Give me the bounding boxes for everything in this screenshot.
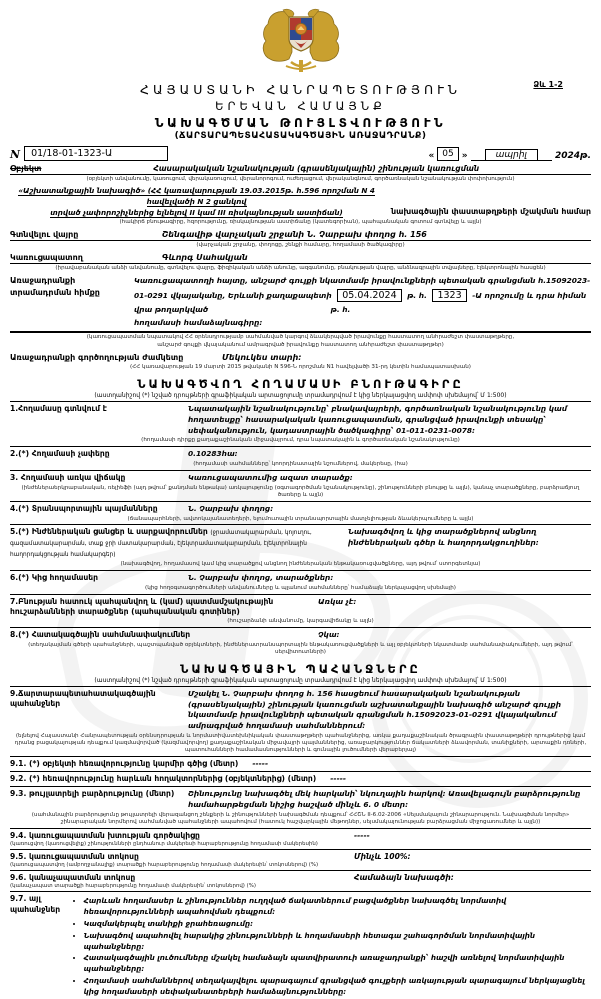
project-hint: (հակիրճ բնութագիրը, հզորությունը, ռիսկայնության աստիճանը (կատեգորիան), պահպանական գոտում գտնվելը և այլն): [119, 219, 482, 226]
design-row-9-4-label: 9.4. կառուցապատման խտության գործակիցը: [10, 830, 200, 840]
design-row-9-1-label: 9.1. (*) օբյեկտի հեռավորությունը կարմիր գծից (մետր): [10, 758, 239, 768]
design-row-9-5: [10, 849, 591, 868]
requirement-item: • Կազմակերպել տանիքի ջրահեռացումը:: [84, 919, 591, 930]
land-row-2-hint: (հողամասի սահմանները՝ կոորդինատային նշումներով, մակերեսը, (հա): [193, 461, 408, 468]
coat-of-arms: [10, 4, 591, 76]
land-row-1: [10, 401, 591, 436]
number-date-row: [10, 146, 591, 161]
developer-hint: (իրավաբանական անձի անվանումը, գտնվելու վայրը, ֆիզիկական անձի անունը, ազգանունը, բնակության վայրը, անձնագրային տվյալները, էլեկտրոնային հասցեն): [55, 265, 546, 272]
land-rows: [10, 401, 591, 656]
doc-month-box: ապրիլ: [485, 149, 538, 161]
design-row-9-4-hint: (կառուցվող (կառուցվելիք) շինությունների ընդհանուր մակերեսի հարաբերությունը հողամասի մակերեսին): [10, 840, 318, 847]
land-row-4-value: Ն. Չարբախ փողոց:: [188, 503, 274, 513]
section-design-subtitle: (աստղանիշով (*) նշված դրույթների գրաֆիկական արտացոլումը տրամադրվում է կից ներկայացվող ամփոփ սխեմայով՝ Մ 1:500): [94, 676, 507, 684]
land-row-2-label: 2.(*) Հողամասի չափերը: [10, 449, 110, 459]
duration-hint: (ՀՀ կառավարության 19 մարտի 2015 թվականի N 596-Ն որոշման N1 հավելվածի 31-րդ կետին համապատասխան): [130, 364, 471, 371]
location-value: Շենգավիթ վարչական շրջանի Ն. Չարբախ փողոց հ. 156: [162, 230, 427, 240]
project-right-note: նախագծային փաստաթղթերի մշակման համար: [391, 207, 591, 217]
developer-label: Կառուցապատող: [10, 253, 83, 263]
land-row-6-value: Ն. Չարբախ փողոց, տարածքներ:: [188, 572, 334, 582]
land-row-5: [10, 524, 591, 559]
land-row-3-hint: (ինժեներաերկրաբանական, ռելիեֆի (այդ թվում՝ քանդման ենթակա) առկայությունը (օգտագործման նշանակությունը), շինությունների բնույթը և այլն), կանաչ տարածքները, բարձրաճյուղ ծառերը և այլն): [21, 484, 580, 498]
design-row-9-value: Մշակել Ն. Չարբախ փողոց հ. 156 հասցեում հասարակական նշանակության (գրասենյակային) շինության կառուցման աշխատանքային նախագիծ անշարժ գույքի նկատմամբ իրավունքների պետական գրանցման հ.15092023-01-0291 վկայականում ամրագրված հողամասի սահմաններում:: [188, 688, 561, 731]
design-row-9-7-label: 9.7. այլ պահանջներ: [10, 894, 61, 914]
requirement-item: • Հարևան հողամասեր և շինություններ ուղղված ճակատներում բացվածքներ նախագծել նորմատիվ հեռավորությունների ապահովման դեպքում:: [84, 896, 591, 918]
design-row-9-6-label: 9.6. կանաչապատման տոկոսը: [10, 873, 136, 883]
design-row-9: [10, 686, 591, 732]
design-row-9-3: [10, 786, 591, 810]
design-row-9-6-value: Համաձայն նախագծի:: [354, 873, 454, 883]
location-field: [10, 230, 591, 241]
land-row-5-label-paren: (ջրամատակարարման, կոյուղու, գազամատակարարման, տաք ջրի մատակարարման, էլեկտրամատակարարման, էլեկտրոնային հաղորդակցության համակարգեր): [10, 530, 312, 559]
form-code: Ձև 1-2: [533, 80, 563, 89]
basis-number-box: 1323: [432, 289, 466, 302]
page-subtitle: (ՃԱՐՏԱՐԱՊԵՏԱՀԱՏԱԿԱԳԾԱՅԻՆ ԱՌԱՋԱԴՐԱՆՔ): [174, 131, 427, 141]
basis-date-box: 05.04.2024: [337, 289, 401, 302]
design-row-9-4-value: -----: [354, 830, 370, 840]
land-row-3-label: 3. Հողամասի առկա վիճակը: [10, 473, 126, 483]
design-row-9-6: [10, 870, 591, 889]
object-hint: (օբյեկտի անվանումը, կառուցում, վերակառուցում, վերանորոգում, ուժեղացում, վերականգնում, գործառնական նշանակության փոփոխություն): [86, 176, 515, 182]
page-title: ՆԱԽԱԳԾՄԱՆ ԹՈՒՅԼՏՎՈՒԹՅՈՒՆ: [154, 116, 447, 130]
land-row-1-hint: (հողամասի դիրքը քաղաքաշինական միջավայրում, դրա նպատակային և գործառնական նշանակությունը): [141, 437, 460, 444]
basis-label: Առաջադրանքի տրամադրման հիմքը: [10, 276, 100, 298]
header-municipality: ԵՐԵՎԱՆ ՀԱՄԱՅՆՔ: [215, 99, 386, 113]
duration-field: [10, 353, 591, 363]
design-row-9-5-label: 9.5. կառուցապատման տոկոսը: [10, 851, 139, 861]
land-row-7-hint: (հուշարձանի անվանումը, կարգավիճակը և այլն): [227, 618, 374, 625]
land-row-2: [10, 446, 591, 460]
land-row-8: [10, 627, 591, 641]
object-label: Օբյեկտ: [10, 164, 42, 173]
doc-year: 2024թ.: [554, 151, 591, 161]
doc-day-box: 05: [437, 147, 458, 161]
land-row-7-value: Առկա չէ:: [318, 596, 357, 606]
design-row-9-4: [10, 828, 591, 847]
land-row-1-value: Նպատակային նշանակությունը՝ բնակավայրերի, գործառնական նշանակությունը կամ հողատեսքը՝ հասարակական կառուցապատման, գրանցված իրավունքի տեսակը՝ սեփականություն, կադաստրային ծածկագիրը՝ 01-011-0231-0078:: [188, 404, 567, 435]
doc-number-box: 01/18-01-1323-Ա: [24, 146, 168, 161]
basis-hint-2: անշարժ գույքի վկայականում ամրագրված իրավունքը հաստատող անհրաժեշտ փաստաթղթեր): [157, 342, 444, 349]
design-row-9-6-hint: (կանաչապատ տարածքի հարաբերությունը հողամասի մակերեսին՝ տոկոսներով) (%): [10, 883, 256, 890]
duration-value: Մեկուկես տարի:: [222, 353, 302, 363]
basis-part4: թ. հ.: [330, 305, 351, 315]
basis-part5: հողամասի համաձայնագիրը:: [134, 317, 263, 327]
land-row-4-label: 4.(*) Տրանսպորտային պայմանները: [10, 503, 158, 513]
land-row-6: [10, 570, 591, 584]
location-label: Գտնվելու վայրը: [10, 230, 79, 240]
quote-open: «: [428, 151, 435, 161]
design-row-9-2-value: -----: [330, 773, 347, 783]
design-row-9-1: [10, 756, 591, 769]
requirement-item: • Հողամասի սահմաններով տեղակայվելու պարագայում գրանցված գույքերի առկայության պարագայում ներկայացնել կից հողամասերի սեփականատերերի համաձայնությունները:: [84, 976, 591, 998]
header-country: ՀԱՅԱՍՏԱՆԻ ՀԱՆՐԱՊԵՏՈՒԹՅՈՒՆ: [140, 82, 461, 97]
section-land-subtitle: (աստղանիշով (*) նշված դրույթների գրաֆիկական արտացոլումը տրամադրվում է կից ներկայացվող ամփոփ սխեմայով՝ Մ 1:500): [94, 392, 507, 400]
land-row-8-value: Չկա:: [318, 630, 340, 640]
requirement-item: • Նախագծով ապահովել հարակից շինությունների և հողամասերի հետագա շահագործման նորմատիվային պահանջները:: [84, 931, 591, 953]
design-row-9-1-value: -----: [252, 758, 269, 768]
basis-hint-1: (կառուցապատման նպատակով ՀՀ օրենսդրությամբ սահմանված կարգով ձևակերպված իրավունքը հաստատող անհրաժեշտ փաստաթղթերը,: [86, 334, 515, 341]
basis-field: [10, 275, 591, 333]
doc-date: [428, 147, 591, 161]
duration-label: Առաջադրանքի գործողության ժամկետը: [10, 353, 184, 363]
land-row-4: [10, 501, 591, 515]
design-row-9-3-hint: (սահմանային բարձրությունը թույլատրելի վերազանցող շենքերի և շինությունների նախագծման դեպքում՝ ՀՀՇՆ II-6.02-2006 «Սեյսմակայուն շինարարություն. Նախագծման նորմեր» շինարարական նորմերով սահմանված պահանջների ապահովում (հատուկ հաշվարկային մեթոդներ, սեյսմակայունության բարձրացման միջոցառումներ և այլն)): [31, 811, 570, 825]
design-row-9-2: [10, 771, 591, 784]
land-row-5-hint: (նախագծվող, հողամասով կամ կից տարածքով անցնող ինժեներական ենթակառուցվածքները, այդ թվում՝ ստորգետնյա): [120, 560, 481, 567]
land-row-2-value: 0.10283հա:: [188, 449, 238, 459]
land-row-4-hint: (ճանապարհների, ավտոկայանատեղերի, ելումուտային տրանսպորտային մատչելիության ձևակերպումները և այլն): [127, 515, 474, 522]
project-line2: տրված չափորոշիչներից ելնելով II կամ III ռիսկայնության աստիճան): [50, 207, 343, 217]
design-row-9-hint: (ելնելով Հայաստանի Հանրապետության օրենսդրության և նորմատիվատեխնիկական փաստաթղթերի պահանջներից, առկա քաղաքաշինական ծրագրային փաստաթղթերի դրույթներից կամ դրանց բացակայության դեպքում կազմավորված (կազմավորվող) քաղաքաշինական միջավայրի պայմաններից, առաջարկություններ ճակատների ձևավորման, տանիքների, արտաքին դռների, պատուհանների համամասնությունների և գունային լուծումների վերաբերյալ): [14, 732, 587, 753]
land-row-3-value: Կառուցապատումից ազատ տարածք:: [188, 473, 353, 483]
object-value: Հասարակական նշանակության (գրասենյակային) շինության կառուցման: [153, 164, 480, 173]
requirement-item: • Հատակագծային լուծումները մշակել համաձայն պատվիրատուի առաջադրանքի՝ հաշվի առնելով նորմատիվային պահանջները:: [84, 953, 591, 975]
land-row-5-label: 5.(*) Ինժեներական ցանցեր և սարքավորումներ (ջրամատակարարման, կոյուղու, գազամատակարարման, տաք ջրի մատակարարման, էլեկտրամատակարարման, էլեկտրոնային հաղորդակցության համակարգեր): [10, 527, 312, 559]
land-row-1-label: 1.Հողամասը գտնվում է: [10, 404, 107, 414]
design-row-9-2-label: 9.2. (*) հեռավորությունը հարևան հողակտորներից (օբյեկտներից) (մետր): [10, 773, 317, 783]
land-row-6-label: 6.(*) Կից հողամասեր: [10, 572, 98, 582]
developer-value: Գևորգ Սահակյան: [162, 253, 248, 263]
design-row-9-label: 9.Ճարտարապետահատակագծային պահանջներ: [10, 688, 156, 709]
land-row-3: [10, 470, 591, 484]
design-row-9-7-requirements: [70, 896, 591, 998]
project-line1: «Աշխատանքային նախագիծ» (ՀՀ կառավարության 19.03.2015թ. հ.596 որոշման N 4 հավելվածի N 2 ցանկով: [18, 185, 375, 206]
land-row-7: [10, 594, 591, 618]
project-field: [10, 186, 591, 218]
land-row-6-hint: (կից հողօգտագործումների անվանումները և պլանում սահմանները՝ համաձայն ներկայացվող սխեմայի): [145, 584, 456, 591]
developer-field: [10, 253, 591, 264]
armenia-coat-of-arms-icon: [253, 4, 349, 76]
section-land-title: ՆԱԽԱԳԾՎՈՂ ՀՈՂԱՄԱՍԻ ԲՆՈՒԹԱԳԻՐԸ: [137, 377, 464, 392]
location-hint: (վարչական շրջանը, փողոցը, շենքի համարը, հողամասի ծածկագիրը): [196, 242, 405, 249]
design-row-9-5-hint: (կառուցապատվող (ամբողջանալիք) տարածքի հարաբերությունը հողամասի մակերեսին՝ տոկոսներով) (%): [10, 862, 319, 869]
design-row-9-3-label: 9.3. թույլատրելի բարձրությունը (մետր): [10, 789, 175, 799]
doc-number-prefix: N: [10, 148, 21, 161]
design-row-9-7: [10, 891, 591, 998]
section-design-title: ՆԱԽԱԳԾԱՅԻՆ ՊԱՀԱՆՋՆԵՐԸ: [180, 661, 421, 676]
basis-value: [130, 275, 591, 329]
basis-part3: -Ա որոշումը և դրա հիման վրա թողարկված: [134, 290, 587, 315]
design-row-9-5-value: Մինչև 100%:: [354, 851, 411, 861]
basis-part2: թ. հ.: [407, 290, 427, 300]
land-row-7-label: 7.Բնության հատուկ պահպանվող և (կամ) պատմամշակութային հուշարձանների տարածքներ (պահպանական գոտիներ): [10, 596, 274, 616]
object-field: [10, 164, 591, 175]
land-row-5-value: Նախագծվող և կից տարածքներով անցնող ինժեներական գծեր և հաղորդակցուղիներ:: [348, 527, 539, 548]
quote-close: »: [461, 151, 468, 161]
basis-part1: Կառուցապատողի հայտը, անշարժ գույքի նկատմամբ իրավունքների պետական գրանցման հ.15092023-01-0291 վկայականը, Երևանի քաղաքապետի: [134, 276, 591, 300]
land-row-8-hint: (տեղակայման գծերի պահանջների, պաշտպանված օբյեկտների, ինժեներատրանսպորտային ենթակառուցվածքների և այլ օբյեկտների նկատմամբ սահմանափակումների, այդ թվում՝ սերվիտուտների): [28, 641, 573, 655]
design-row-9-3-value: Շինությունը նախագծել մեկ հարկանի՝ նկուղային հարկով: Առավելագույն բարձրությունը համահարթեցման նիշից հաշված մինչև 6. 0 մետր:: [188, 789, 581, 809]
land-row-8-label: 8.(*) Հատակագծային սահմանափակումներ: [10, 630, 191, 640]
